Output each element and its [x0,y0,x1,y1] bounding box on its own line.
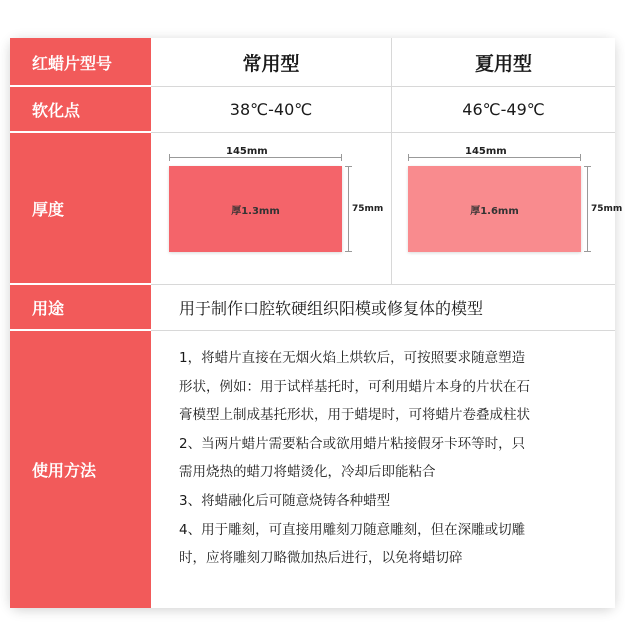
thickness-label: 厚度 [10,132,151,284]
method-line: 形状，例如：用于试样基托时，可利用蜡片本身的片状在石 [179,378,530,395]
summer-width-dimension: 145mm [465,146,507,157]
usage-text: 用于制作口腔软硬组织阳模或修复体的模型 [179,298,484,318]
method-label: 使用方法 [10,330,151,608]
method-line: 3、将蜡融化后可随意烧铸各种蜡型 [179,492,391,509]
method-text [179,344,599,573]
usage-row [10,284,615,330]
softening-label: 软化点 [10,86,151,132]
standard-type-header: 常用型 [242,52,300,75]
thickness-row [10,132,623,284]
method-line: 膏模型上制成基托形状，用于蜡堤时，可将蜡片卷叠成柱状 [179,407,530,424]
standard-height-dimension: 75mm [352,204,384,214]
usage-label: 用途 [10,284,151,330]
softening-row [10,86,615,132]
standard-wax-swatch [169,166,342,252]
method-row [10,330,615,608]
method-line: 2、当两片蜡片需要粘合或欲用蜡片粘接假牙卡环等时，只 [179,435,526,452]
method-line: 4、用于雕刻，可直接用雕刻刀随意雕刻，但在深雕或切雕 [179,521,526,538]
standard-thickness-text: 厚1.3mm [231,205,280,217]
standard-swatch-group [151,132,391,284]
standard-width-dimension: 145mm [226,146,268,157]
model-label: 红蜡片型号 [10,38,151,86]
summer-type-header: 夏用型 [474,52,532,75]
standard-softening-value: 38℃-40℃ [229,99,313,119]
wax-sheet-spec-card [10,38,623,608]
method-line: 1，将蜡片直接在无烟火焰上烘软后，可按照要求随意塑造 [179,350,526,366]
method-line: 时，应将雕刻刀略微加热后进行，以免将蜡切碎 [179,550,463,567]
summer-swatch-group [392,132,623,284]
header-row [10,38,615,86]
summer-height-dimension: 75mm [591,204,623,214]
method-line: 需用烧热的蜡刀将蜡烫化，冷却后即能粘合 [179,464,436,481]
summer-thickness-text: 厚1.6mm [470,205,519,217]
summer-softening-value: 46℃-49℃ [462,99,545,119]
summer-wax-swatch [408,166,581,252]
